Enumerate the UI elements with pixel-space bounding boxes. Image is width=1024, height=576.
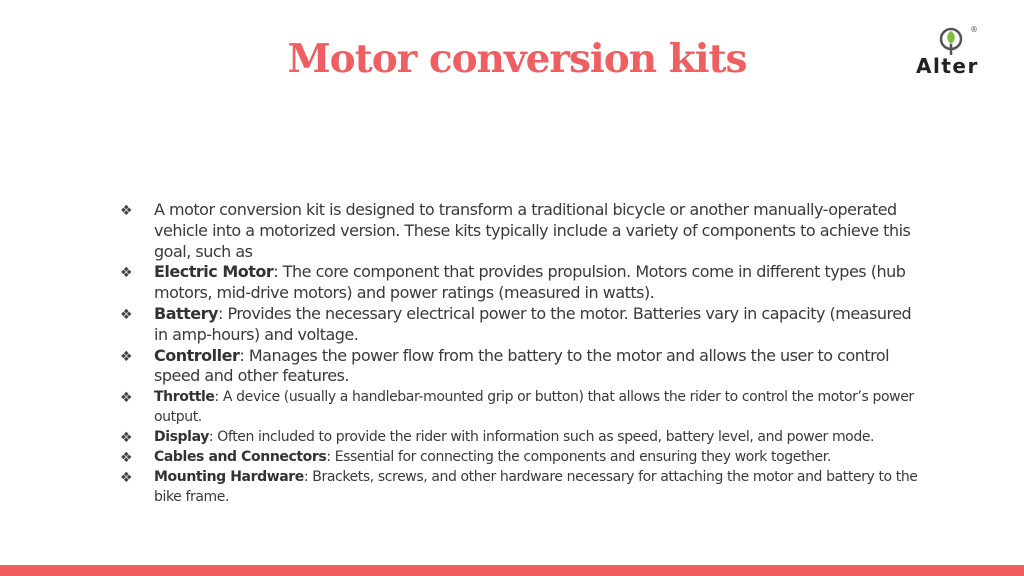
bullet-term: Electric Motor [154,262,274,282]
bullet-item [120,262,920,304]
diamond-cluster-icon: ❖ [120,450,133,467]
diamond-cluster-icon: ❖ [120,390,133,407]
bullet-text: : Essential for connecting the components and ensuring they work together. [326,449,831,466]
diamond-cluster-icon: ❖ [120,306,133,323]
registered-mark: ® [970,25,978,34]
bullet-text: : Provides the necessary electrical power to the motor. Batteries vary in capacity (measured in amp-hours) and voltage. [154,303,912,344]
logo-text: Alter [916,54,979,78]
bullet-text: : Brackets, screws, and other hardware necessary for attaching the motor and battery to the bike frame. [154,469,918,506]
bullet-item [120,447,920,467]
bullet-item [120,346,920,388]
diamond-cluster-icon: ❖ [120,470,133,487]
bullet-text: : The core component that provides propulsion. Motors come in different types (hub motors, mid-drive motors) and power ratings (measured in watts). [154,262,906,303]
bullet-text: : A device (usually a handlebar-mounted grip or button) that allows the rider to control the motor’s power output. [154,389,914,426]
diamond-cluster-icon: ❖ [120,203,133,219]
bullet-text: A motor conversion kit is designed to transform a traditional bicycle or another manually-operated vehicle into a motorized version. These kits typically include a variety of components to achieve this goal, such as [154,200,911,261]
slide-title: Motor conversion kits [287,36,747,82]
bullet-term: Cables and Connectors [154,449,327,466]
diamond-cluster-icon: ❖ [120,430,133,447]
bullet-term: Mounting Hardware [154,469,304,486]
bullet-item [120,200,920,262]
bullet-text: : Manages the power flow from the battery to the motor and allows the user to control speed and other features. [154,345,890,386]
bullet-item [120,387,920,427]
bullet-list [120,200,920,507]
alter-logo [912,25,992,80]
bullet-text: : Often included to provide the rider with information such as speed, battery level, and power mode. [208,429,875,446]
bullet-term: Battery [154,303,218,323]
bullet-term: Throttle [154,389,215,406]
bullet-term: Display [154,429,209,446]
diamond-cluster-icon: ❖ [120,348,133,365]
plug-leaf-icon [934,25,968,57]
diamond-cluster-icon: ❖ [120,265,133,282]
bullet-item [120,304,920,346]
bullet-item [120,467,920,507]
footer-accent-bar [0,565,1024,576]
bullet-item [120,427,920,447]
bullet-term: Controller [154,345,240,365]
